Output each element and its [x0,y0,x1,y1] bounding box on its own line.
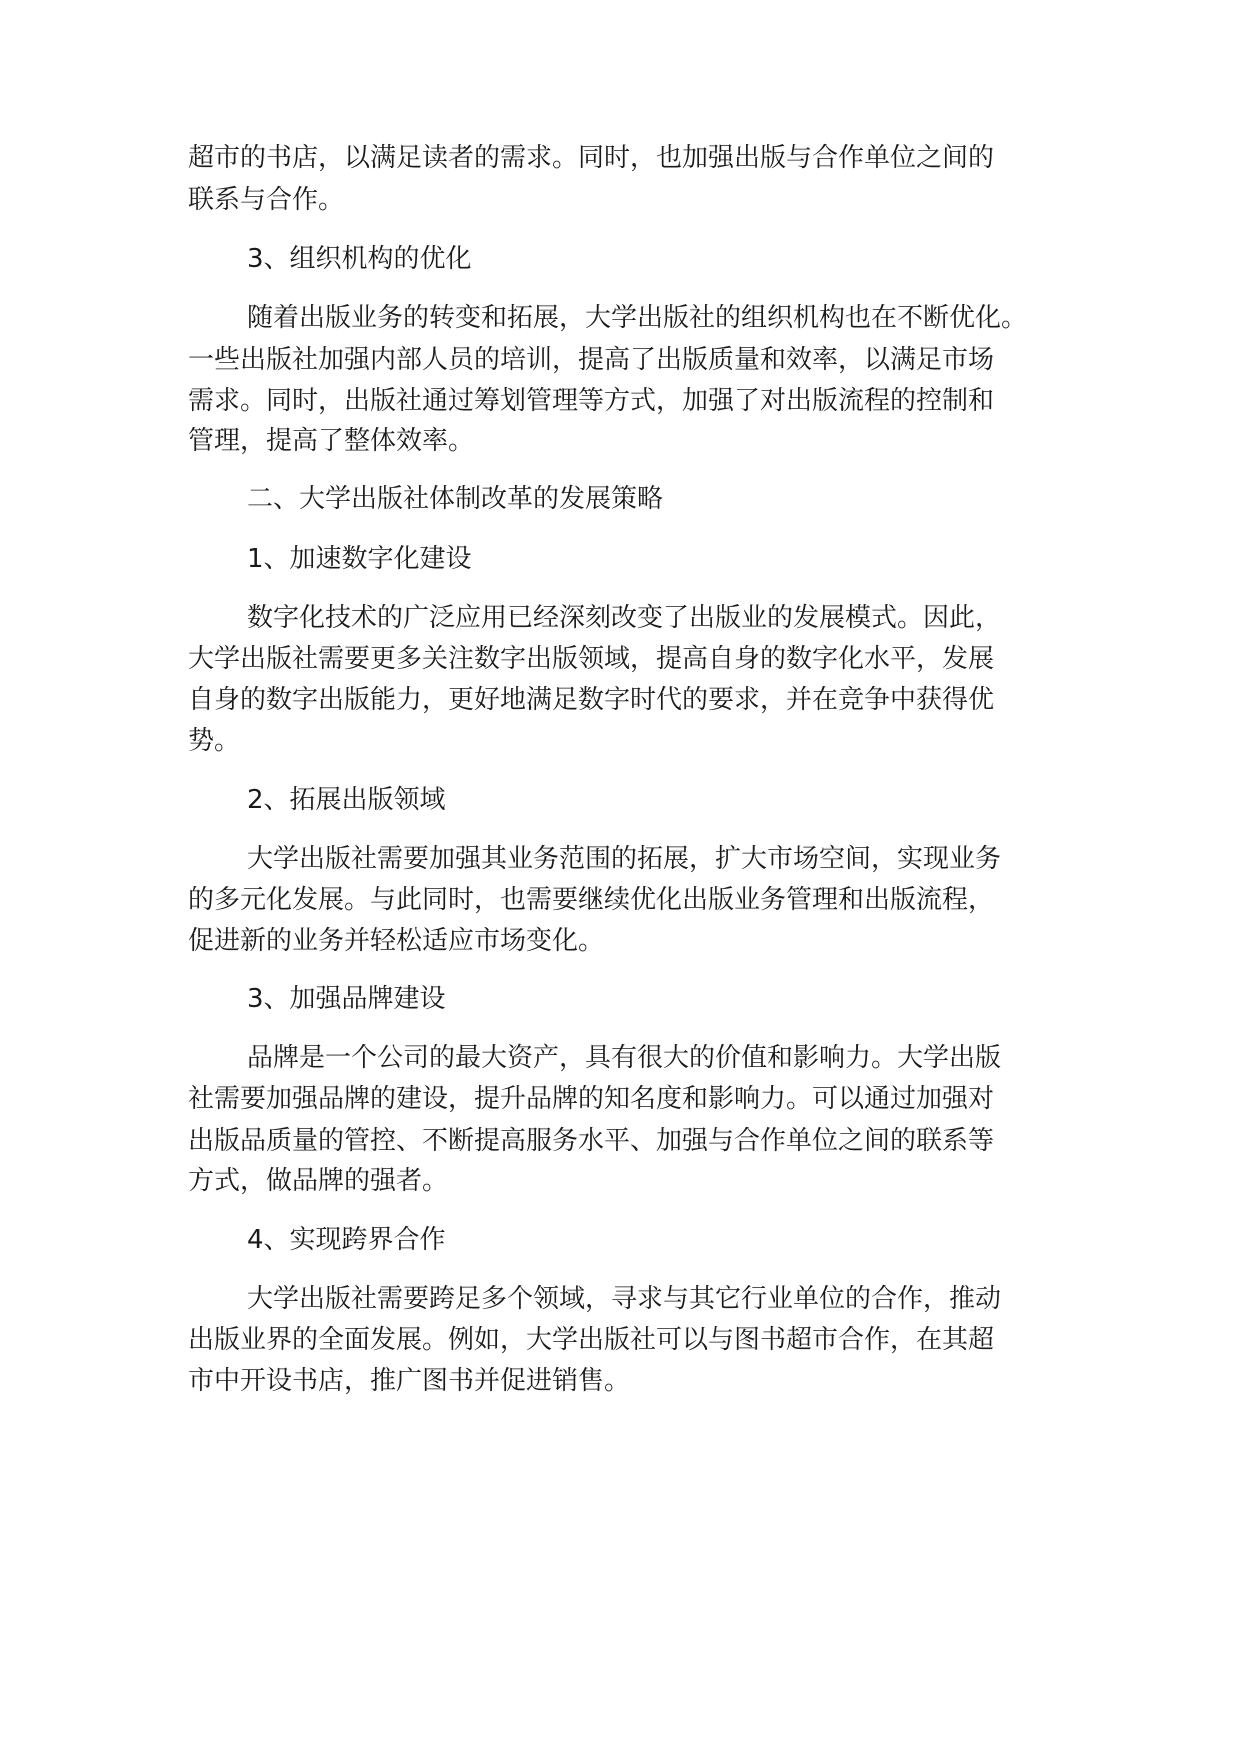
text-line: 一些出版社加强内部人员的培训，提高了出版质量和效率，以满足市场 [188,345,995,375]
text-line: 大学出版社需要跨足多个领域，寻求与其它行业单位的合作，推动 [247,1284,1002,1314]
text-line: 出版品质量的管控、不断提高服务水平、加强与合作单位之间的联系等 [188,1126,995,1156]
text-line: 市中开设书店，推广图书并促进销售。 [188,1366,631,1396]
text-line: 超市的书店，以满足读者的需求。同时，也加强出版与合作单位之间的 [188,143,995,173]
text-line: 联系与合作。 [188,185,345,215]
text-line: 出版业界的全面发展。例如，大学出版社可以与图书超市合作，在其超 [188,1325,995,1355]
text-line: 势。 [188,726,241,756]
section-heading: 二、大学出版社体制改革的发展策略 [247,484,664,514]
text-line: 的多元化发展。与此同时，也需要继续优化出版业务管理和出版流程， [188,885,995,915]
text-line: 品牌是一个公司的最大资产，具有很大的价值和影响力。大学出版 [247,1043,1002,1073]
text-line: 大学出版社需要更多关注数字出版领域，提高自身的数字化水平，发展 [188,644,995,674]
text-line: 需求。同时，出版社通过筹划管理等方式，加强了对出版流程的控制和 [188,386,995,416]
text-line: 大学出版社需要加强其业务范围的拓展，扩大市场空间，实现业务 [247,844,1002,874]
text-line: 数字化技术的广泛应用已经深刻改变了出版业的发展模式。因此， [247,603,1002,633]
text-line: 方式，做品牌的强者。 [188,1166,449,1196]
text-line: 社需要加强品牌的建设，提升品牌的知名度和影响力。可以通过加强对 [188,1084,995,1114]
section-heading: 1、加速数字化建设 [247,544,472,574]
section-heading: 3、加强品牌建设 [247,984,446,1014]
text-line: 促进新的业务并轻松适应市场变化。 [188,926,605,956]
section-heading: 4、实现跨界合作 [247,1225,446,1255]
text-line: 随着出版业务的转变和拓展，大学出版社的组织机构也在不断优化。 [247,303,1028,333]
section-heading: 3、组织机构的优化 [247,244,472,274]
section-heading: 2、拓展出版领域 [247,785,446,815]
text-line: 自身的数字出版能力，更好地满足数字时代的要求，并在竞争中获得优 [188,685,995,715]
text-line: 管理，提高了整体效率。 [188,426,475,456]
